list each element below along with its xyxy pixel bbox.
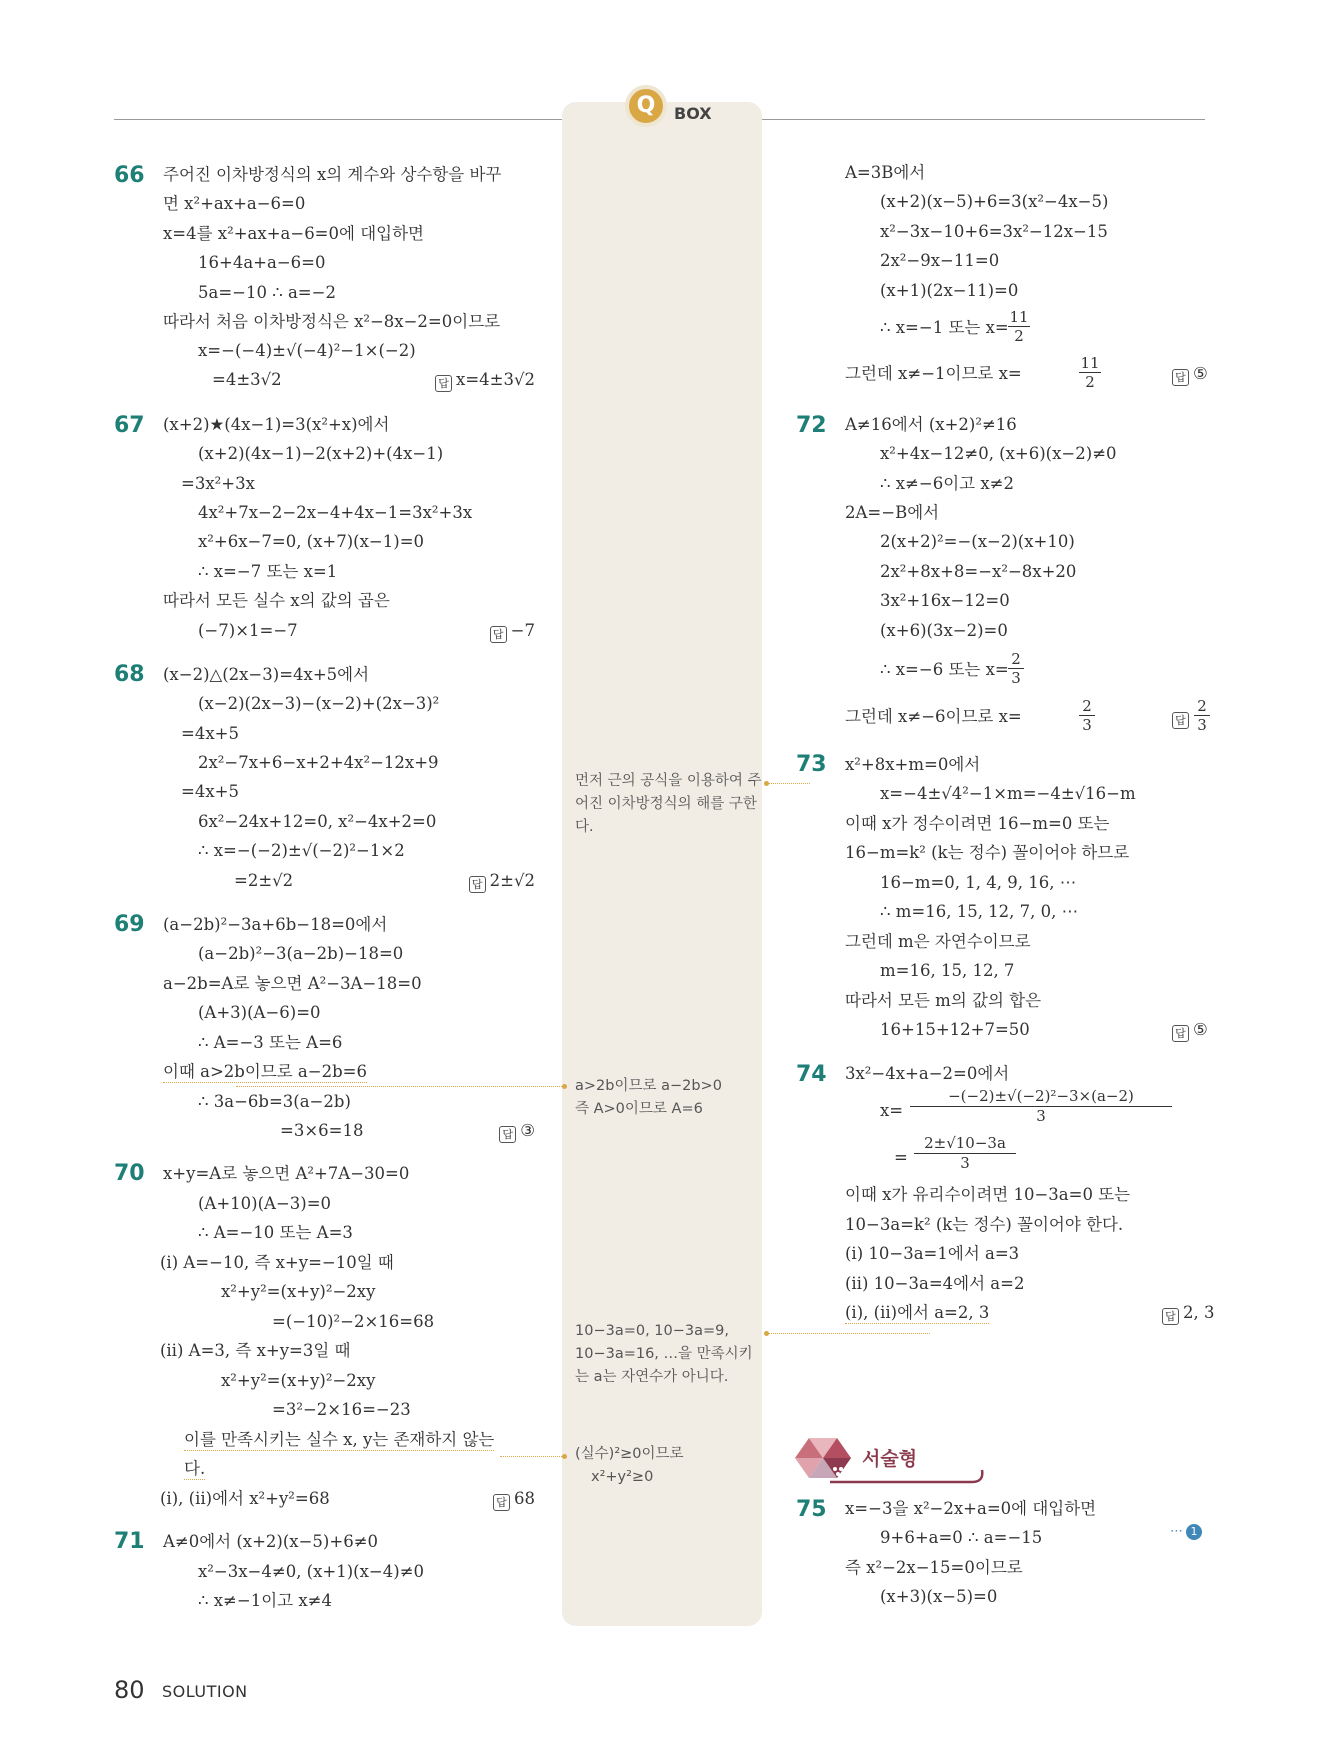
qbox-note-line: (실수)²≥0이므로 — [575, 1446, 684, 1462]
text-line: 따라서 모든 m의 값의 합은 — [845, 991, 1042, 1010]
fraction-numerator: 2±√10−3a — [914, 1134, 1016, 1154]
answer-mark-icon: 답 — [493, 1494, 510, 1511]
qbox-note-line: a>2b이므로 a−2b>0 — [575, 1078, 722, 1094]
text-line: 이때 x가 정수이려면 16−m=0 또는 — [845, 814, 1110, 833]
text-line: x²+8x+m=0에서 — [845, 755, 981, 774]
qbox-icon: Q — [625, 85, 667, 127]
text-line: (ⅱ) A=3, 즉 x+y=3일 때 — [160, 1341, 351, 1360]
text-line: 면 x²+ax+a−6=0 — [163, 194, 306, 213]
text-line: 다. — [184, 1459, 206, 1478]
text-line: ∴ x≠−1이고 x≠4 — [198, 1591, 332, 1610]
text-line: (a−2b)²−3(a−2b)−18=0 — [198, 944, 404, 963]
fraction-numerator: 2 — [1008, 650, 1024, 669]
text-line: = — [894, 1148, 908, 1167]
answer-value: ⑤ — [1193, 364, 1208, 383]
answer-value: 2, 3 — [1183, 1303, 1215, 1322]
text-line: ∴ A=−3 또는 A=6 — [198, 1033, 343, 1052]
text-line: (ⅰ) 10−3a=1에서 a=3 — [845, 1244, 1020, 1263]
text-line: A=3B에서 — [845, 163, 926, 182]
text-line: (−7)×1=−7 — [198, 621, 298, 640]
answer-mark-icon: 답 — [1172, 1025, 1189, 1042]
text-line: 4x²+7x−2−2x−4+4x−1=3x²+3x — [198, 503, 473, 522]
problem-number-67: 67 — [114, 413, 145, 438]
fraction-denominator: 3 — [1036, 1107, 1046, 1125]
qbox-note — [575, 1075, 765, 1121]
answer-mark-icon: 답 — [469, 876, 486, 893]
text-line: 즉 x²−2x−15=0이므로 — [845, 1558, 1023, 1577]
text-line: x²−3x−4≠0, (x+1)(x−4)≠0 — [198, 1562, 425, 1581]
answer-value: 68 — [514, 1489, 535, 1508]
header-rule-right — [755, 119, 1205, 120]
answer-mark-icon: 답 — [1172, 369, 1189, 386]
text-line: =4x+5 — [181, 782, 239, 801]
connector-dot — [764, 781, 769, 786]
text-line: 2x²+8x+8=−x²−8x+20 — [880, 562, 1077, 581]
fraction-denominator: 3 — [1197, 716, 1207, 734]
text-line: 2x²−7x+6−x+2+4x²−12x+9 — [198, 753, 439, 772]
answer-67 — [490, 621, 535, 643]
text-line: x=−(−4)±√(−4)²−1×(−2) — [198, 341, 416, 360]
text-line: (x+3)(x−5)=0 — [880, 1587, 998, 1606]
answer-value: −7 — [510, 621, 535, 640]
connector-dot — [562, 1454, 567, 1459]
text-line: (A+10)(A−3)=0 — [198, 1194, 332, 1213]
text-line: (ⅱ) 10−3a=4에서 a=2 — [845, 1274, 1025, 1293]
fraction — [1008, 650, 1024, 687]
text-line: 16−m=k² (k는 정수) 꼴이어야 하므로 — [845, 843, 1130, 862]
text-line: x=−3을 x²−2x+a=0에 대입하면 — [845, 1499, 1097, 1518]
text-line: 5a=−10 ∴ a=−2 — [198, 283, 336, 302]
text-line: (x+1)(2x−11)=0 — [880, 281, 1019, 300]
text-line: x²+6x−7=0, (x+7)(x−1)=0 — [198, 532, 425, 551]
answer-value: x=4±3√2 — [456, 370, 535, 389]
connector-line — [765, 1333, 930, 1334]
fraction-denominator: 3 — [1011, 669, 1021, 687]
text-line: 이를 만족시키는 실수 x, y는 존재하지 않는 — [184, 1430, 495, 1449]
qbox-note — [575, 1443, 765, 1489]
answer-mark-icon: 답 — [435, 375, 452, 392]
answer-73 — [1172, 1020, 1208, 1042]
text-line: 16+4a+a−6=0 — [198, 253, 326, 272]
text-line: A≠16에서 (x+2)²≠16 — [845, 415, 1017, 434]
text-line: 주어진 이차방정식의 x의 계수와 상수항을 바꾸 — [163, 165, 502, 184]
text-line: 이때 x가 유리수이려면 10−3a=0 또는 — [845, 1185, 1131, 1204]
text-line: a−2b=A로 놓으면 A²−3A−18=0 — [163, 974, 422, 993]
text-line: =3²−2×16=−23 — [272, 1400, 411, 1419]
text-line: =3x²+3x — [181, 474, 255, 493]
qbox-panel — [562, 102, 762, 1626]
text-line: ∴ 3a−6b=3(a−2b) — [198, 1092, 351, 1111]
section-underline — [800, 1458, 990, 1492]
text-line: 그런데 x≠−6이므로 x= — [845, 707, 1022, 726]
qbox-note-line: x²+y²≥0 — [591, 1469, 654, 1485]
text-line: ∴ A=−10 또는 A=3 — [198, 1223, 353, 1242]
text-line: 16−m=0, 1, 4, 9, 16, ⋯ — [880, 873, 1077, 892]
connector-line — [765, 783, 810, 784]
connector-line — [500, 1456, 562, 1457]
text-line: 따라서 모든 실수 x의 값의 곱은 — [163, 591, 390, 610]
answer-mark-icon: 답 — [1162, 1308, 1179, 1325]
step-number-icon: 1 — [1186, 1524, 1202, 1540]
problem-number-66: 66 — [114, 163, 145, 188]
text-line: (x+2)(4x−1)−2(x+2)+(4x−1) — [198, 444, 444, 463]
fraction-numerator: 2 — [1194, 697, 1210, 716]
step-marker: ⋯ 1 — [1170, 1524, 1202, 1540]
text-line: m=16, 15, 12, 7 — [880, 961, 1015, 980]
fraction-numerator: 2 — [1079, 697, 1095, 716]
connector-dot — [562, 1084, 567, 1089]
text-line: (x+2)★(4x−1)=3(x²+x)에서 — [163, 415, 390, 434]
text-line: ∴ x=−6 또는 x= — [880, 660, 1009, 679]
qbox-note-line: 즉 A>0이므로 A=6 — [575, 1101, 703, 1117]
text-line: (A+3)(A−6)=0 — [198, 1003, 321, 1022]
text-line: ∴ x≠−6이고 x≠2 — [880, 474, 1014, 493]
answer-70 — [493, 1489, 535, 1511]
fraction — [910, 1087, 1172, 1126]
text-line: ∴ x=−(−2)±√(−2)²−1×2 — [198, 841, 405, 860]
text-line: (ⅰ), (ⅱ)에서 a=2, 3 — [845, 1303, 990, 1322]
text-line: 2x²−9x−11=0 — [880, 251, 1000, 270]
answer-value: ③ — [520, 1121, 535, 1140]
text-line: =3×6=18 — [280, 1121, 364, 1140]
fraction-denominator: 3 — [960, 1154, 970, 1172]
problem-number-71: 71 — [114, 1529, 145, 1554]
qbox-label: BOX — [674, 104, 712, 123]
problem-number-74: 74 — [796, 1062, 827, 1087]
text-line: (x+2)(x−5)+6=3(x²−4x−5) — [880, 192, 1109, 211]
fraction-denominator: 2 — [1085, 373, 1095, 391]
fraction-numerator: 11 — [1009, 308, 1029, 326]
text-line: 이때 a>2b이므로 a−2b=6 — [163, 1062, 367, 1081]
header-rule-left — [114, 119, 569, 120]
text-line: (x+6)(3x−2)=0 — [880, 621, 1008, 640]
connector-line — [236, 1086, 562, 1087]
qbox-note: 먼저 근의 공식을 이용하여 주어진 이차방정식의 해를 구한다. — [575, 773, 762, 835]
text-line: x=4를 x²+ax+a−6=0에 대입하면 — [163, 224, 424, 243]
answer-72 — [1172, 707, 1193, 729]
page-number: 80 — [114, 1676, 145, 1704]
text-line: (ⅰ), (ⅱ)에서 x²+y²=68 — [160, 1489, 330, 1508]
text-line: x²−3x−10+6=3x²−12x−15 — [880, 222, 1108, 241]
problem-number-73: 73 — [796, 752, 827, 777]
problem-number-75: 75 — [796, 1497, 827, 1522]
text-line: ∴ x=−7 또는 x=1 — [198, 562, 338, 581]
text-line: 10−3a=k² (k는 정수) 꼴이어야 한다. — [845, 1215, 1124, 1234]
text-line: 3x²−4x+a−2=0에서 — [845, 1064, 1010, 1083]
answer-value: ⑤ — [1193, 1020, 1208, 1039]
answer-66 — [435, 370, 535, 392]
problem-number-69: 69 — [114, 912, 145, 937]
text-line: x²+4x−12≠0, (x+6)(x−2)≠0 — [880, 444, 1117, 463]
text-line: 그런데 x≠−1이므로 x= — [845, 364, 1022, 383]
problem-number-68: 68 — [114, 662, 145, 687]
text-line: =(−10)²−2×16=68 — [272, 1312, 435, 1331]
text-line: =2±√2 — [234, 871, 294, 890]
answer-mark-icon: 답 — [1172, 712, 1189, 729]
text-line: 그런데 m은 자연수이므로 — [845, 932, 1031, 951]
text-line: (ⅰ) A=−10, 즉 x+y=−10일 때 — [160, 1253, 394, 1272]
text-line: 16+15+12+7=50 — [880, 1020, 1030, 1039]
answer-mark-icon: 답 — [499, 1126, 516, 1143]
text-line: x²+y²=(x+y)²−2xy — [221, 1282, 376, 1301]
text-line: A≠0에서 (x+2)(x−5)+6≠0 — [163, 1532, 379, 1551]
text-line: 9+6+a=0 ∴ a=−15 — [880, 1528, 1043, 1547]
qbox-note: 10−3a=0, 10−3a=9, 10−3a=16, …을 만족시키는 a는 자연수가 아니다. — [575, 1323, 753, 1385]
text-line: 2A=−B에서 — [845, 503, 940, 522]
text-line: 2(x+2)²=−(x−2)(x+10) — [880, 532, 1075, 551]
problem-number-70: 70 — [114, 1161, 145, 1186]
answer-69 — [499, 1121, 535, 1143]
fraction-denominator: 2 — [1014, 327, 1024, 345]
fraction — [1079, 354, 1101, 391]
answer-68 — [469, 871, 535, 893]
fraction — [914, 1134, 1016, 1173]
text-line: 따라서 처음 이차방정식은 x²−8x−2=0이므로 — [163, 312, 501, 331]
fraction-numerator: 11 — [1080, 354, 1100, 372]
section-title: 서술형 — [862, 1448, 918, 1470]
text-line: (a−2b)²−3a+6b−18=0에서 — [163, 915, 388, 934]
text-line: ∴ m=16, 15, 12, 7, 0, ⋯ — [880, 902, 1079, 921]
text-line: 3x²+16x−12=0 — [880, 591, 1010, 610]
answer-value: 2±√2 — [489, 871, 535, 890]
answer-71 — [1172, 364, 1208, 386]
text-line: (x−2)(2x−3)−(x−2)+(2x−3)² — [198, 694, 440, 713]
footer-label: SOLUTION — [162, 1682, 248, 1701]
problem-number-72: 72 — [796, 413, 827, 438]
text-line: x= — [880, 1101, 904, 1120]
answer-fraction — [1194, 697, 1210, 734]
fraction-numerator: −(−2)±√(−2)²−3×(a−2) — [910, 1087, 1172, 1107]
fraction-denominator: 3 — [1082, 716, 1092, 734]
answer-74 — [1162, 1303, 1215, 1325]
text-line: x=−4±√4²−1×m=−4±√16−m — [880, 784, 1136, 803]
text-line: 6x²−24x+12=0, x²−4x+2=0 — [198, 812, 437, 831]
fraction — [1079, 697, 1095, 734]
fraction — [1008, 308, 1030, 345]
connector-dot — [764, 1331, 769, 1336]
text-line: (x−2)△(2x−3)=4x+5에서 — [163, 665, 370, 684]
text-line: =4±3√2 — [212, 370, 282, 389]
answer-mark-icon: 답 — [490, 626, 507, 643]
text-line: =4x+5 — [181, 724, 239, 743]
text-line: x+y=A로 놓으면 A²+7A−30=0 — [163, 1164, 410, 1183]
text-line: ∴ x=−1 또는 x= — [880, 318, 1009, 337]
text-line: x²+y²=(x+y)²−2xy — [221, 1371, 376, 1390]
